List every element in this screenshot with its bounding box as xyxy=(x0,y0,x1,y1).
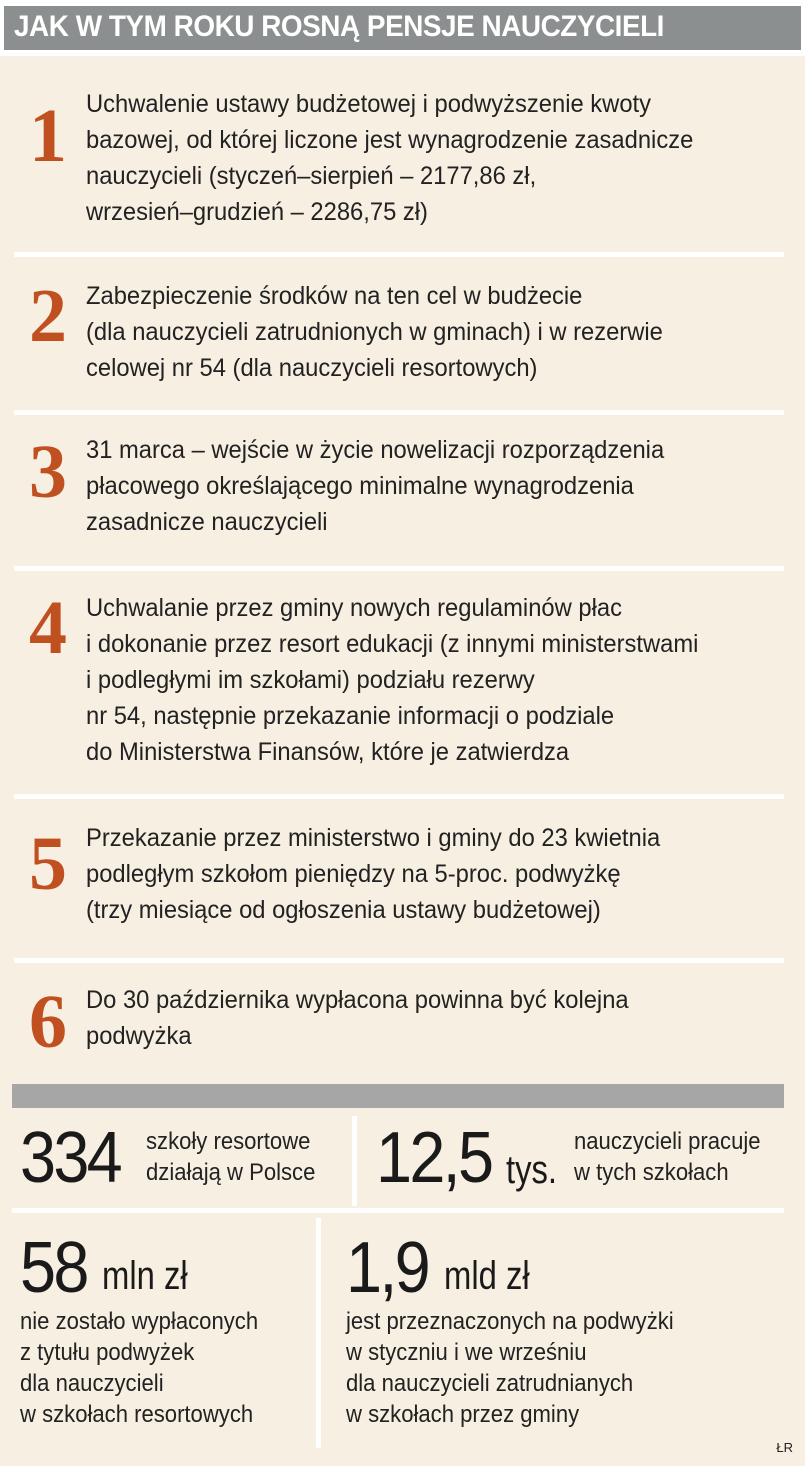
step-line: (dla nauczycieli zatrudnionych w gminach) i w rezerwie xyxy=(86,318,663,346)
stat-teachers-unit: tys. xyxy=(506,1148,558,1192)
stat-unpaid-caption xyxy=(20,1306,258,1430)
step-number: 5 xyxy=(29,822,67,906)
caption-line: działają w Polsce xyxy=(146,1159,316,1186)
caption-line: w szkołach resortowych xyxy=(20,1401,254,1428)
stat-allocated-unit: mld zł xyxy=(444,1254,530,1298)
caption-line: jest przeznaczonych na podwyżki xyxy=(346,1308,674,1335)
step-line: i podległymi im szkołami) podziału rezerwy xyxy=(86,666,535,694)
stat-allocated-caption xyxy=(346,1306,674,1430)
step-text xyxy=(86,820,751,928)
step-number: 3 xyxy=(29,430,67,514)
step-line: bazowej, od której liczone jest wynagrodzenie zasadnicze xyxy=(86,126,694,154)
page-title: JAK W TYM ROKU ROSNĄ PENSJE NAUCZYCIELI xyxy=(14,10,664,43)
step-line: (trzy miesiące od ogłoszenia ustawy budżetowej) xyxy=(86,896,601,924)
step-text xyxy=(86,432,751,540)
step-text xyxy=(86,590,751,770)
caption-line: nauczycieli pracuje xyxy=(574,1128,761,1155)
divider xyxy=(14,566,784,571)
stat-unpaid-value: 58 xyxy=(20,1228,87,1308)
step-line: płacowego określającego minimalne wynagrodzenia xyxy=(86,472,634,500)
stat-divider-vertical xyxy=(316,1218,321,1448)
step-line: celowej nr 54 (dla nauczycieli resortowych) xyxy=(86,354,538,382)
stat-teachers-caption xyxy=(574,1126,761,1188)
step-line: Do 30 października wypłacona powinna być kolejna xyxy=(86,986,629,1014)
caption-line: szkoły resortowe xyxy=(146,1128,311,1155)
caption-line: w tych szkołach xyxy=(574,1159,729,1186)
divider xyxy=(14,958,784,963)
step-line: do Ministerstwa Finansów, które je zatwierdza xyxy=(86,738,570,766)
step-number: 2 xyxy=(29,274,67,358)
step-line: Przekazanie przez ministerstwo i gminy do 23 kwietnia xyxy=(86,824,661,852)
author-credit: ŁR xyxy=(776,1440,793,1455)
header xyxy=(0,0,805,52)
caption-line: dla nauczycieli zatrudnianych xyxy=(346,1370,634,1397)
caption-line: nie zostało wypłaconych xyxy=(20,1308,259,1335)
caption-line: w szkołach przez gminy xyxy=(346,1401,580,1428)
step-line: nauczycieli (styczeń–sierpień – 2177,86 zł, xyxy=(86,162,537,190)
step-text xyxy=(86,278,751,386)
step-number: 4 xyxy=(29,586,67,670)
divider xyxy=(14,794,784,799)
caption-line: z tytułu podwyżek xyxy=(20,1339,195,1366)
stat-schools-value: 334 xyxy=(20,1118,121,1198)
caption-line: w styczniu i we wrześniu xyxy=(346,1339,587,1366)
separator-bar xyxy=(12,1084,784,1108)
caption-line: dla nauczycieli xyxy=(20,1370,164,1397)
stat-divider-vertical xyxy=(352,1116,357,1206)
step-line: Zabezpieczenie środków na ten cel w budżecie xyxy=(86,282,583,310)
step-line: nr 54, następnie przekazanie informacji o podziale xyxy=(86,702,615,730)
stat-unpaid-unit: mln zł xyxy=(102,1254,188,1298)
step-line: wrzesień–grudzień – 2286,75 zł) xyxy=(86,198,428,226)
stat-divider-horizontal xyxy=(12,1208,784,1213)
divider xyxy=(14,252,784,257)
step-line: zasadnicze nauczycieli xyxy=(86,508,328,536)
step-line: podległym szkołom pieniędzy na 5-proc. podwyżkę xyxy=(86,860,621,888)
step-line: podwyżka xyxy=(86,1022,192,1050)
step-line: Uchwalanie przez gminy nowych regulaminów płac xyxy=(86,594,622,622)
step-number: 6 xyxy=(29,980,67,1064)
divider xyxy=(14,410,784,415)
step-line: i dokonanie przez resort edukacji (z innymi ministerstwami xyxy=(86,630,699,658)
stat-teachers-value: 12,5 xyxy=(376,1118,492,1198)
step-text xyxy=(86,982,751,1054)
step-number: 1 xyxy=(29,94,67,178)
step-line: 31 marca – wejście w życie nowelizacji rozporządzenia xyxy=(86,436,665,464)
step-line: Uchwalenie ustawy budżetowej i podwyższenie kwoty xyxy=(86,90,652,118)
step-text xyxy=(86,86,751,230)
stat-allocated-value: 1,9 xyxy=(346,1228,428,1308)
stat-schools-caption xyxy=(146,1126,315,1188)
